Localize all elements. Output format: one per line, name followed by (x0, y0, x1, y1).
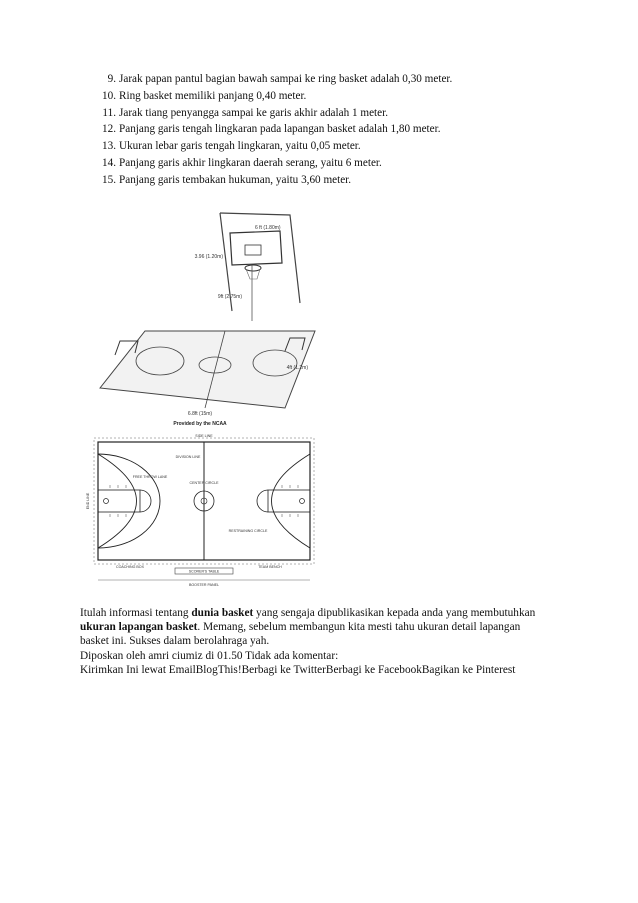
label-end-line: END LINE (86, 492, 90, 510)
numbered-list (96, 71, 616, 189)
list-item-text: Jarak tiang penyangga sampai ke garis akhir adalah 1 meter. (119, 106, 389, 119)
list-item-number: 15. (102, 173, 116, 186)
intro-paragraph (80, 606, 550, 649)
dim-top-label: 6 ft (1.80m) (255, 225, 281, 231)
label-side-line: SIDE LINE (195, 434, 213, 438)
list-item (96, 71, 616, 88)
label-free-throw-lane: FREE THROW LANE (132, 475, 168, 479)
list-item-text: Ukuran lebar garis tengah lingkaran, yaitu 0,05 meter. (119, 140, 361, 153)
list-item (96, 172, 616, 189)
list-item-number: 12. (102, 123, 116, 136)
label-restraining-circle: RESTRAINING CIRCLE (228, 529, 268, 533)
label-team-bench: TEAM BENCH (258, 565, 282, 569)
para-text-2: yang sengaja dipublikasikan kepada anda yang membutuhkan (253, 607, 536, 619)
label-coaching-box: COACHING BOX (116, 565, 144, 569)
list-item-number: 10. (102, 89, 116, 102)
posted-by-line: Diposkan oleh amri ciumiz di 01.50 Tidak ada komentar: (80, 649, 339, 662)
list-item-number: 14. (102, 156, 116, 169)
list-item-number: 13. (102, 140, 116, 153)
dim-low-label: 9ft (2.75m) (217, 294, 242, 300)
list-item (96, 105, 616, 122)
dim-mid-label: 3.96 (1.20m) (194, 254, 223, 260)
list-item-number: 9. (107, 73, 116, 85)
list-item-text: Panjang garis akhir lingkaran daerah serang, yaitu 6 meter. (119, 156, 382, 169)
para-text-3: . Memang, sebelum membangun kita mesti tahu ukuran detail lapangan basket ini. Sukses dalam berolahraga yah. (80, 621, 521, 648)
court-dimension-diagram (80, 418, 320, 590)
dim-bottom-label: 6.8ft (15m) (187, 411, 213, 417)
list-item (96, 138, 616, 155)
list-item-text: Ring basket memiliki panjang 0,40 meter. (119, 89, 307, 102)
label-center-circle: CENTER CIRCLE (189, 481, 219, 485)
label-scorers-table: SCORER'S TABLE (188, 569, 220, 574)
court-perspective-figure (80, 203, 320, 418)
list-item (96, 155, 616, 172)
list-item-text: Panjang garis tengah lingkaran pada lapangan basket adalah 1,80 meter. (119, 123, 441, 136)
label-booster-panel: BOOSTER PANEL (188, 583, 220, 587)
list-item-number: 11. (102, 106, 116, 119)
list-item (96, 121, 616, 138)
share-links-line[interactable]: Kirimkan Ini lewat EmailBlogThis!Berbagi ke TwitterBerbagi ke FacebookBagikan ke Pinterest (80, 663, 516, 676)
dim-side-label: 4ft (1.2m) (286, 365, 308, 371)
list-item-text: Panjang garis tembakan hukuman, yaitu 3,60 meter. (119, 173, 352, 186)
para-text-1: Itulah informasi tentang (80, 607, 192, 619)
link-ukuran-lapangan-basket[interactable]: ukuran lapangan basket (80, 621, 198, 634)
link-dunia-basket[interactable]: dunia basket (191, 607, 254, 619)
provider-label: Provided by the NCAA (173, 421, 227, 427)
list-item-text: Jarak papan pantul bagian bawah sampai ke ring basket adalah 0,30 meter. (119, 73, 453, 85)
label-division-line: DIVISION LINE (175, 455, 201, 459)
article-body (80, 606, 550, 677)
list-item (96, 88, 616, 105)
